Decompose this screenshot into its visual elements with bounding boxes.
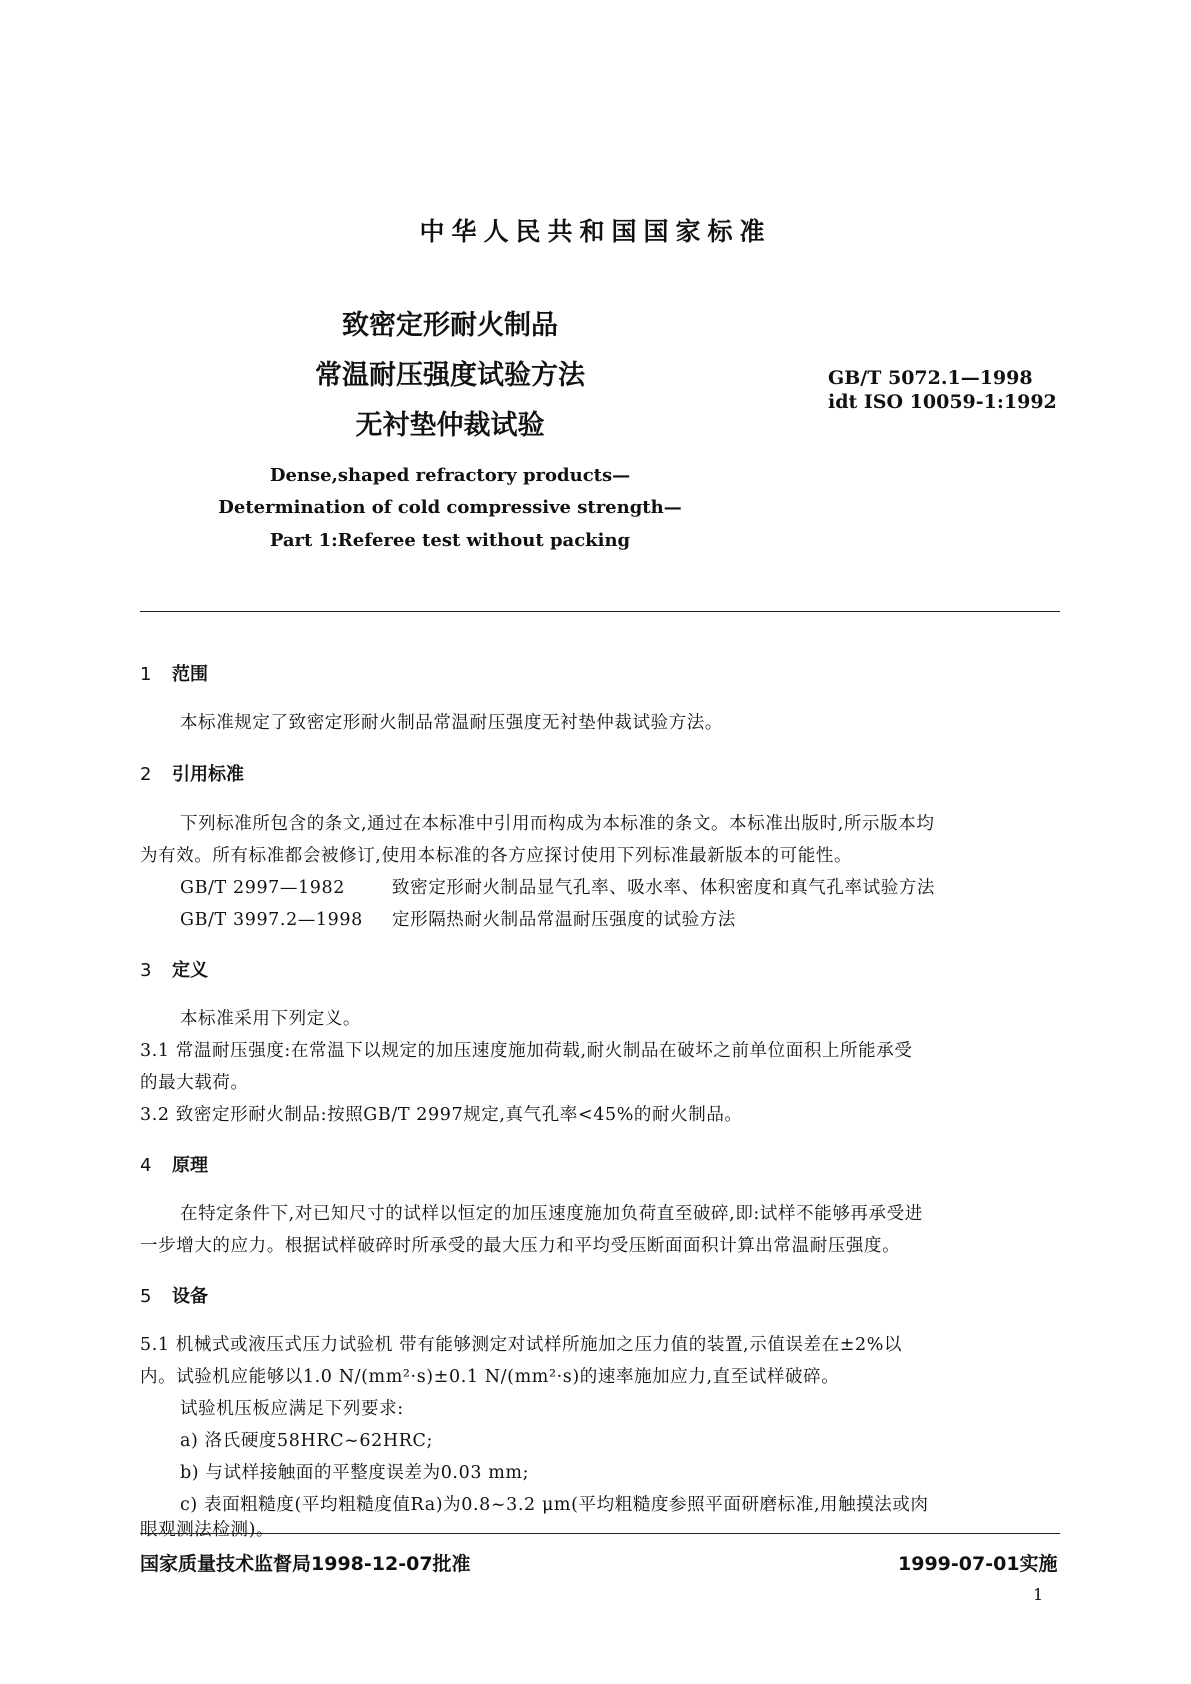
title-line-2: 常温耐压强度试验方法 xyxy=(315,360,585,391)
clause-5-1-line-2: 内。试验机应能够以1.0 N/(mm²·s)±0.1 N/(mm²·s)的速率施加应力,直至试样破碎。 xyxy=(140,1367,840,1387)
section-4-title: 原理 xyxy=(172,1155,208,1176)
section-3-title: 定义 xyxy=(172,960,208,981)
english-title-line-1: Dense,shaped refractory products— xyxy=(269,465,631,486)
section-2-number: 2 xyxy=(140,764,152,785)
national-standard-header: 中华人民共和国国家标准 xyxy=(419,217,772,246)
section-3-paragraph: 本标准采用下列定义。 xyxy=(180,1009,361,1029)
iso-equivalence: idt ISO 10059-1:1992 xyxy=(828,391,1057,413)
reference-title: 致密定形耐火制品显气孔率、吸水率、体积密度和真气孔率试验方法 xyxy=(392,878,935,898)
platen-requirements-intro: 试验机压板应满足下列要求: xyxy=(180,1399,404,1419)
section-2-paragraph-line-2: 为有效。所有标准都会被修订,使用本标准的各方应探讨使用下列标准最新版本的可能性。 xyxy=(140,846,853,866)
requirement-b: b) 与试样接触面的平整度误差为0.03 mm; xyxy=(180,1463,530,1483)
section-3-heading xyxy=(140,956,208,982)
section-4-heading xyxy=(140,1151,208,1177)
section-4-number: 4 xyxy=(140,1155,152,1176)
title-line-1: 致密定形耐火制品 xyxy=(342,310,558,341)
reference-code: GB/T 2997—1982 xyxy=(180,878,345,898)
reference-gb-t-3997-2 xyxy=(180,906,736,931)
title-line-3: 无衬垫仲裁试验 xyxy=(355,410,545,441)
reference-gb-t-2997 xyxy=(180,874,935,899)
clause-5-1-line-1: 5.1 机械式或液压式压力试验机 带有能够测定对试样所施加之压力值的装置,示值误差在±2%以 xyxy=(140,1335,903,1355)
page-number: 1 xyxy=(1033,1585,1044,1604)
english-title-line-2: Determination of cold compressive strength— xyxy=(218,497,682,518)
section-4-paragraph-line-2: 一步增大的应力。根据试样破碎时所承受的最大压力和平均受压断面面积计算出常温耐压强度。 xyxy=(140,1236,901,1256)
section-5-title: 设备 xyxy=(172,1286,208,1307)
standard-number: GB/T 5072.1—1998 xyxy=(828,367,1033,389)
definition-3-2: 3.2 致密定形耐火制品:按照GB/T 2997规定,真气孔率<45%的耐火制品。 xyxy=(140,1105,743,1125)
section-4-paragraph-line-1: 在特定条件下,对已知尺寸的试样以恒定的加压速度施加负荷直至破碎,即:试样不能够再承受进 xyxy=(180,1204,923,1224)
section-5-heading xyxy=(140,1282,208,1308)
requirement-c-line-1: c) 表面粗糙度(平均粗糙度值Ra)为0.8~3.2 μm(平均粗糙度参照平面研磨标准,用触摸法或肉 xyxy=(180,1495,929,1515)
requirement-a: a) 洛氏硬度58HRC~62HRC; xyxy=(180,1431,433,1451)
requirement-c-line-2: 眼观测法检测)。 xyxy=(140,1520,275,1540)
section-1-paragraph: 本标准规定了致密定形耐火制品常温耐压强度无衬垫仲裁试验方法。 xyxy=(180,713,723,733)
section-1-number: 1 xyxy=(140,664,152,685)
reference-code: GB/T 3997.2—1998 xyxy=(180,910,363,930)
section-2-title: 引用标准 xyxy=(172,764,244,785)
section-2-paragraph-line-1: 下列标准所包含的条文,通过在本标准中引用而构成为本标准的条文。本标准出版时,所示版本均 xyxy=(180,814,935,834)
implementation-date: 1999-07-01实施 xyxy=(898,1553,1058,1575)
footer-divider xyxy=(140,1533,1060,1534)
english-title-line-3: Part 1:Referee test without packing xyxy=(269,530,631,551)
section-3-number: 3 xyxy=(140,960,152,981)
header-divider xyxy=(140,611,1060,612)
definition-3-1-line-1: 3.1 常温耐压强度:在常温下以规定的加压速度施加荷载,耐火制品在破坏之前单位面积上所能承受 xyxy=(140,1041,913,1061)
section-5-number: 5 xyxy=(140,1286,152,1307)
section-1-title: 范围 xyxy=(172,664,208,685)
section-1-heading xyxy=(140,660,208,686)
definition-3-1-line-2: 的最大载荷。 xyxy=(140,1073,249,1093)
approval-statement: 国家质量技术监督局1998-12-07批准 xyxy=(140,1553,471,1575)
reference-title: 定形隔热耐火制品常温耐压强度的试验方法 xyxy=(392,910,736,930)
section-2-heading xyxy=(140,760,244,786)
